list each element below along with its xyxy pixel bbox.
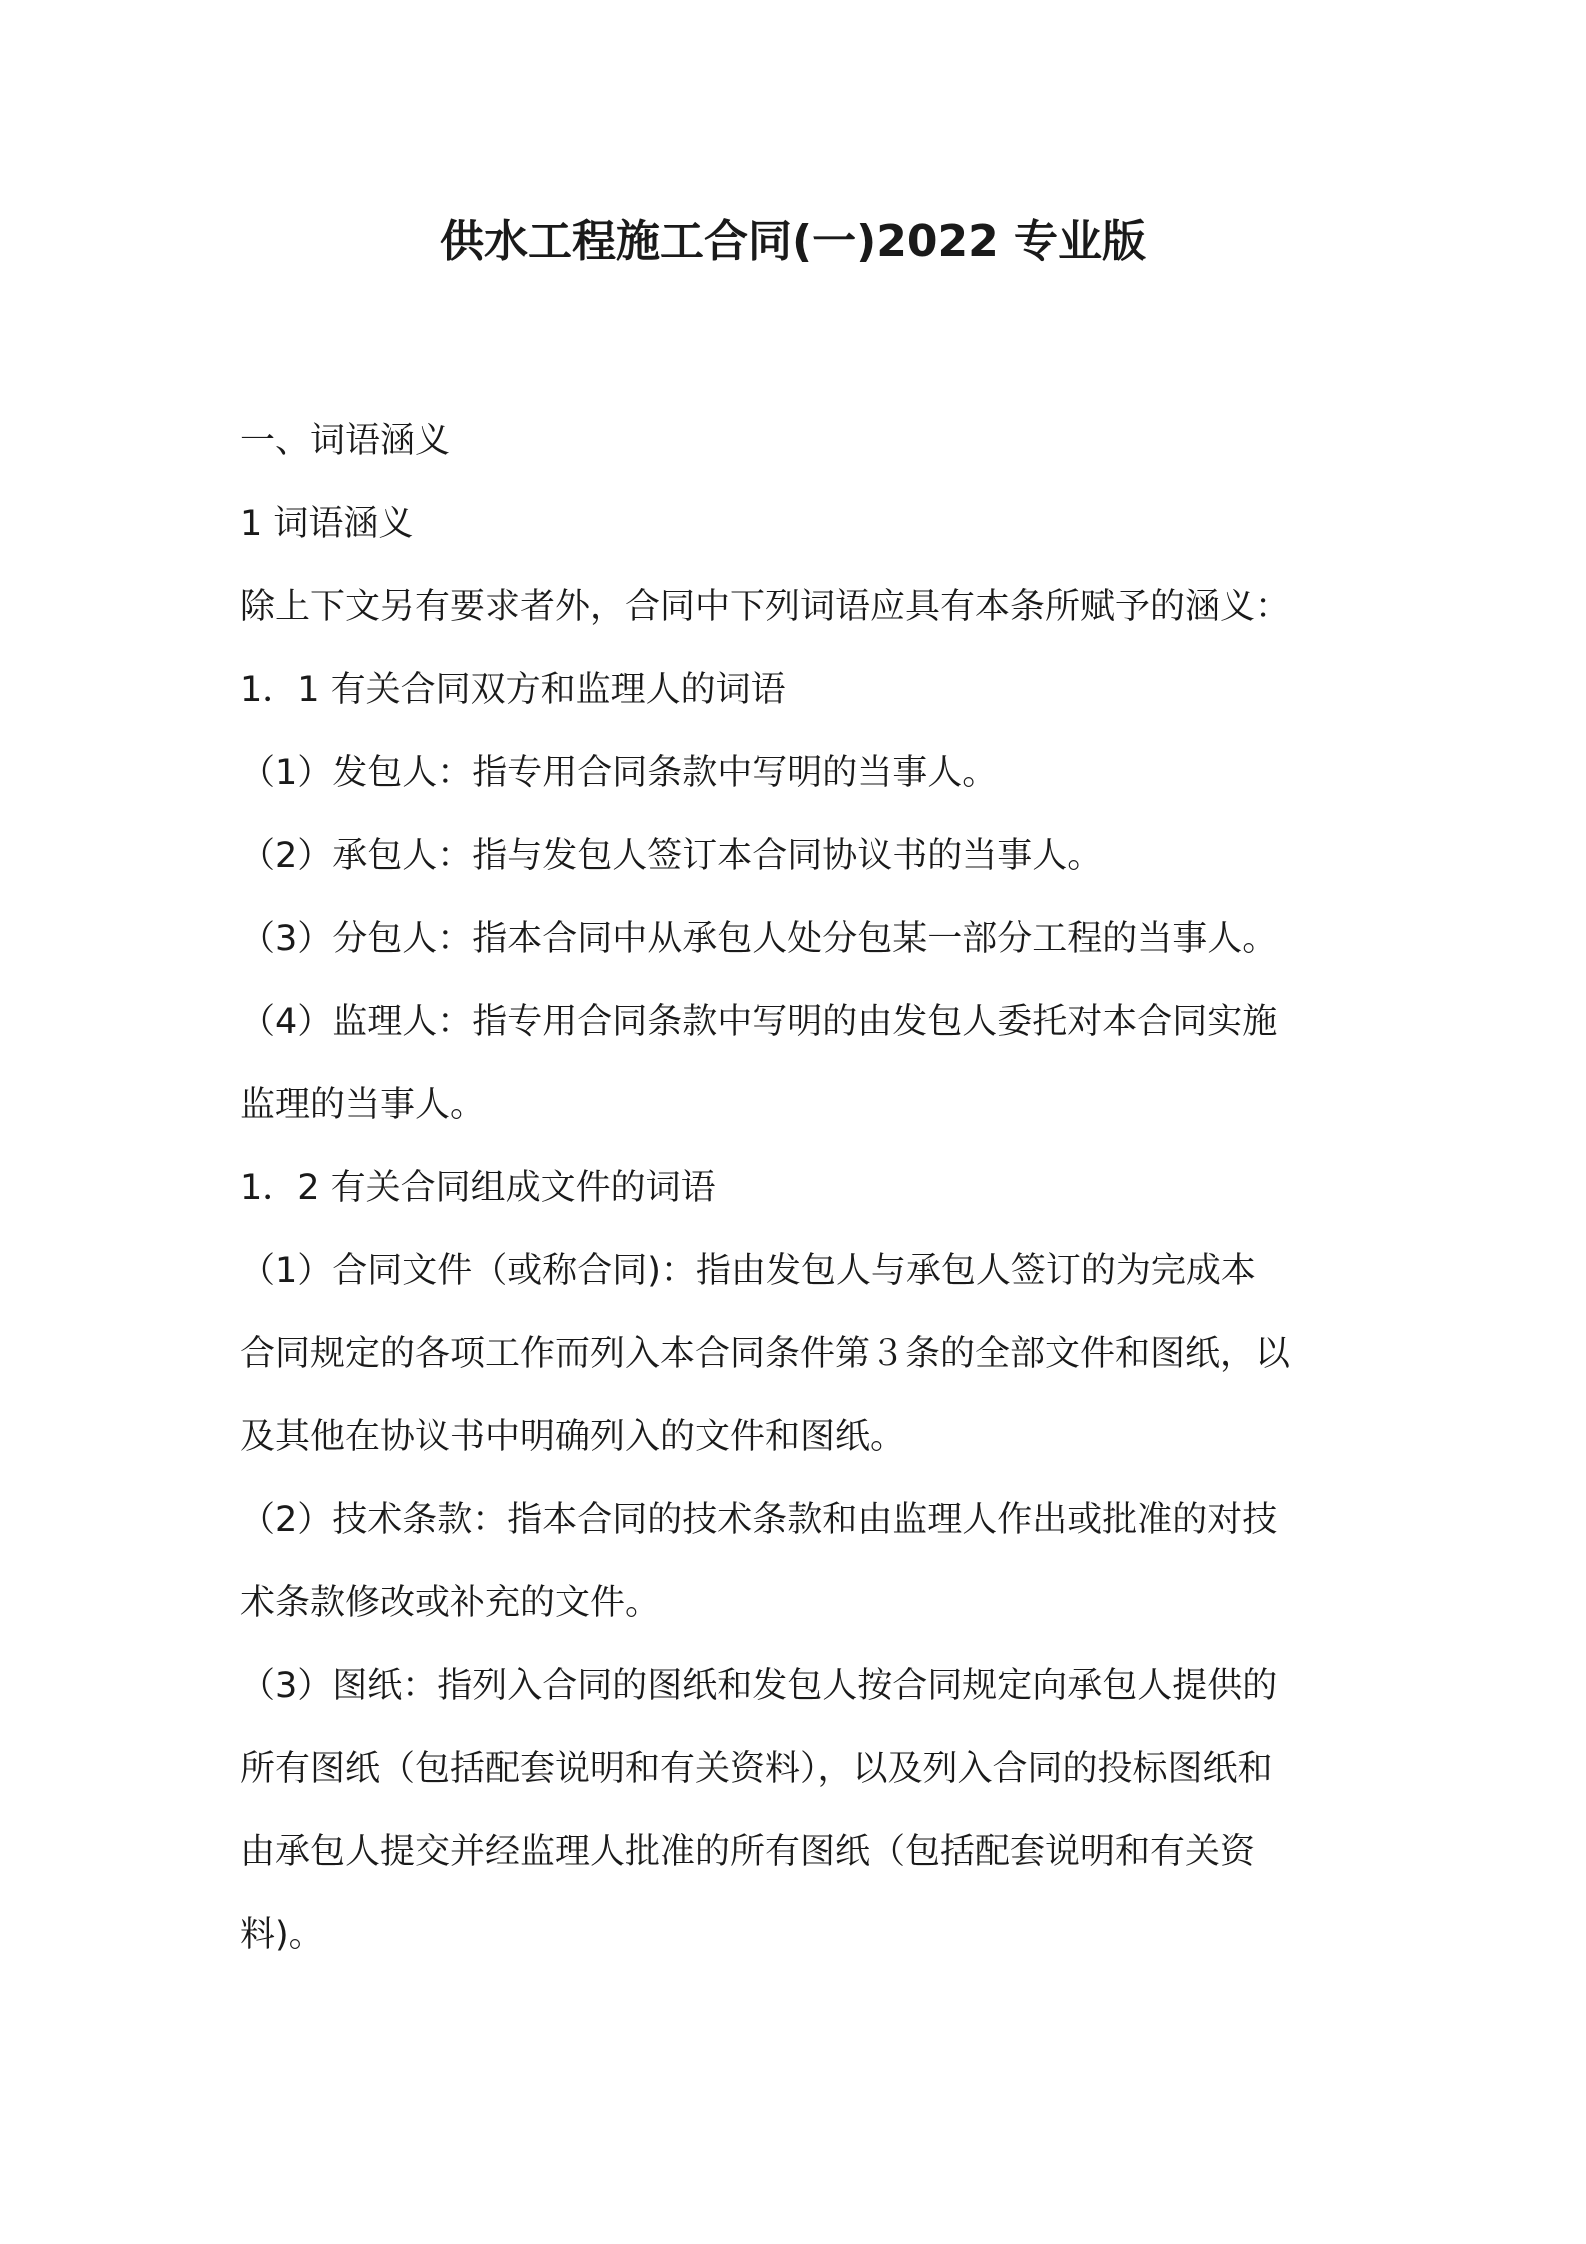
paragraph-line: （1）合同文件（或称合同)：指由发包人与承包人签订的为完成本 (240, 1251, 1256, 1291)
paragraph-line: （3）图纸：指列入合同的图纸和发包人按合同规定向承包人提供的 (240, 1666, 1278, 1706)
paragraph-line: 由承包人提交并经监理人批准的所有图纸（包括配套说明和有关资 (240, 1832, 1256, 1872)
paragraph-line: 所有图纸（包括配套说明和有关资料），以及列入合同的投标图纸和 (240, 1749, 1273, 1789)
paragraph-line: 合同规定的各项工作而列入本合同条件第３条的全部文件和图纸，以 (240, 1334, 1291, 1374)
paragraph-line: 术条款修改或补充的文件。 (240, 1583, 661, 1623)
subclause-heading: 1．2 有关合同组成文件的词语 (240, 1168, 716, 1208)
document-title: 供水工程施工合同(一)2022 专业版 (440, 216, 1146, 267)
clause-heading: 1 词语涵义 (240, 504, 414, 544)
section-heading: 一、词语涵义 (240, 421, 451, 461)
paragraph-line: 料)。 (240, 1915, 324, 1955)
paragraph-line: 及其他在协议书中明确列入的文件和图纸。 (240, 1417, 906, 1457)
paragraph-line: （1）发包人：指专用合同条款中写明的当事人。 (240, 753, 998, 793)
paragraph-line: 监理的当事人。 (240, 1085, 486, 1125)
document-body (240, 400, 1350, 1977)
paragraph-line: 除上下文另有要求者外，合同中下列词语应具有本条所赋予的涵义： (240, 587, 1291, 627)
paragraph-line: （2）承包人：指与发包人签订本合同协议书的当事人。 (240, 836, 1103, 876)
subclause-heading: 1．1 有关合同双方和监理人的词语 (240, 670, 786, 710)
paragraph-line: （2）技术条款：指本合同的技术条款和由监理人作出或批准的对技 (240, 1500, 1278, 1540)
paragraph-line: （3）分包人：指本合同中从承包人处分包某一部分工程的当事人。 (240, 919, 1278, 959)
paragraph-line: （4）监理人：指专用合同条款中写明的由发包人委托对本合同实施 (240, 1002, 1278, 1042)
